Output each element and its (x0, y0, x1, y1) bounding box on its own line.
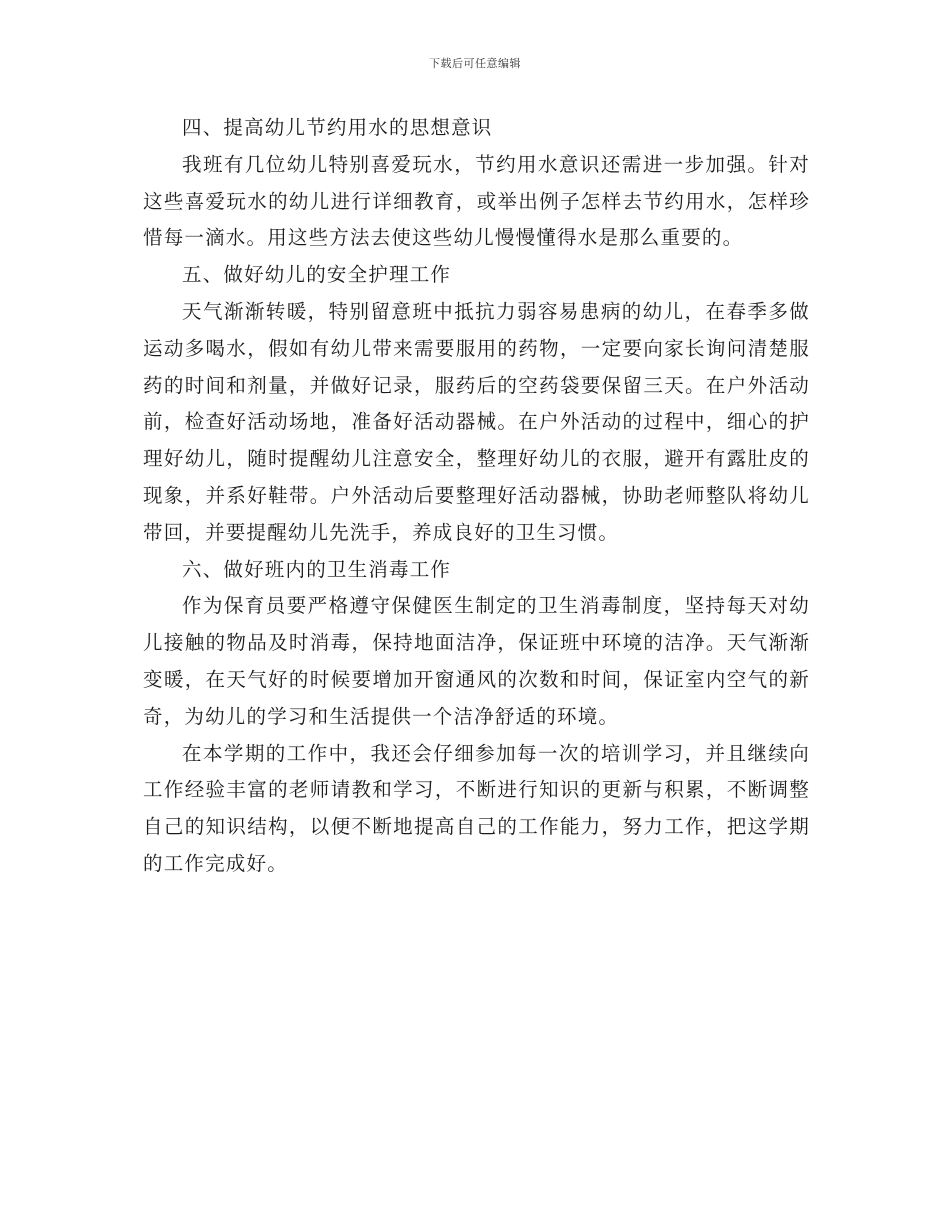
document-body (143, 110, 810, 883)
body-paragraph: 作为保育员要严格遵守保健医生制定的卫生消毒制度，坚持每天对幼儿接触的物品及时消毒，保持地面洁净，保证班中环境的洁净。天气渐渐变暖，在天气好的时候要增加开窗通风的次数和时间，保证室内空气的新奇，为幼儿的学习和生活提供一个洁净舒适的环境。 (143, 594, 810, 728)
section-heading: 六、做好班内的卫生消毒工作 (182, 557, 452, 581)
section-heading: 四、提高幼儿节约用水的思想意识 (182, 116, 493, 139)
body-paragraph: 在本学期的工作中，我还会仔细参加每一次的培训学习，并且继续向工作经验丰富的老师请教和学习，不断进行知识的更新与积累，不断调整自己的知识结构，以便不断地提高自己的工作能力，努力工作，把这学期的工作完成好。 (143, 741, 810, 875)
section-heading: 五、做好幼儿的安全护理工作 (182, 263, 452, 287)
body-paragraph: 我班有几位幼儿特别喜爱玩水，节约用水意识还需进一步加强。针对这些喜爱玩水的幼儿进行详细教育，或举出例子怎样去节约用水，怎样珍惜每一滴水。用这些方法去使这些幼儿慢慢懂得水是那么重要的。 (143, 152, 810, 250)
header-note: 下载后可任意编辑 (429, 57, 521, 70)
body-paragraph: 天气渐渐转暖，特别留意班中抵抗力弱容易患病的幼儿，在春季多做运动多喝水，假如有幼儿带来需要服用的药物，一定要向家长询问清楚服药的时间和剂量，并做好记录，服药后的空药袋要保留三天。在户外活动前，检查好活动场地，准备好活动器械。在户外活动的过程中，细心的护理好幼儿，随时提醒幼儿注意安全，整理好幼儿的衣服，避开有露肚皮的现象，并系好鞋带。户外活动后要整理好活动器械，协助老师整队将幼儿带回，并要提醒幼儿先洗手，养成良好的卫生习惯。 (143, 299, 810, 544)
